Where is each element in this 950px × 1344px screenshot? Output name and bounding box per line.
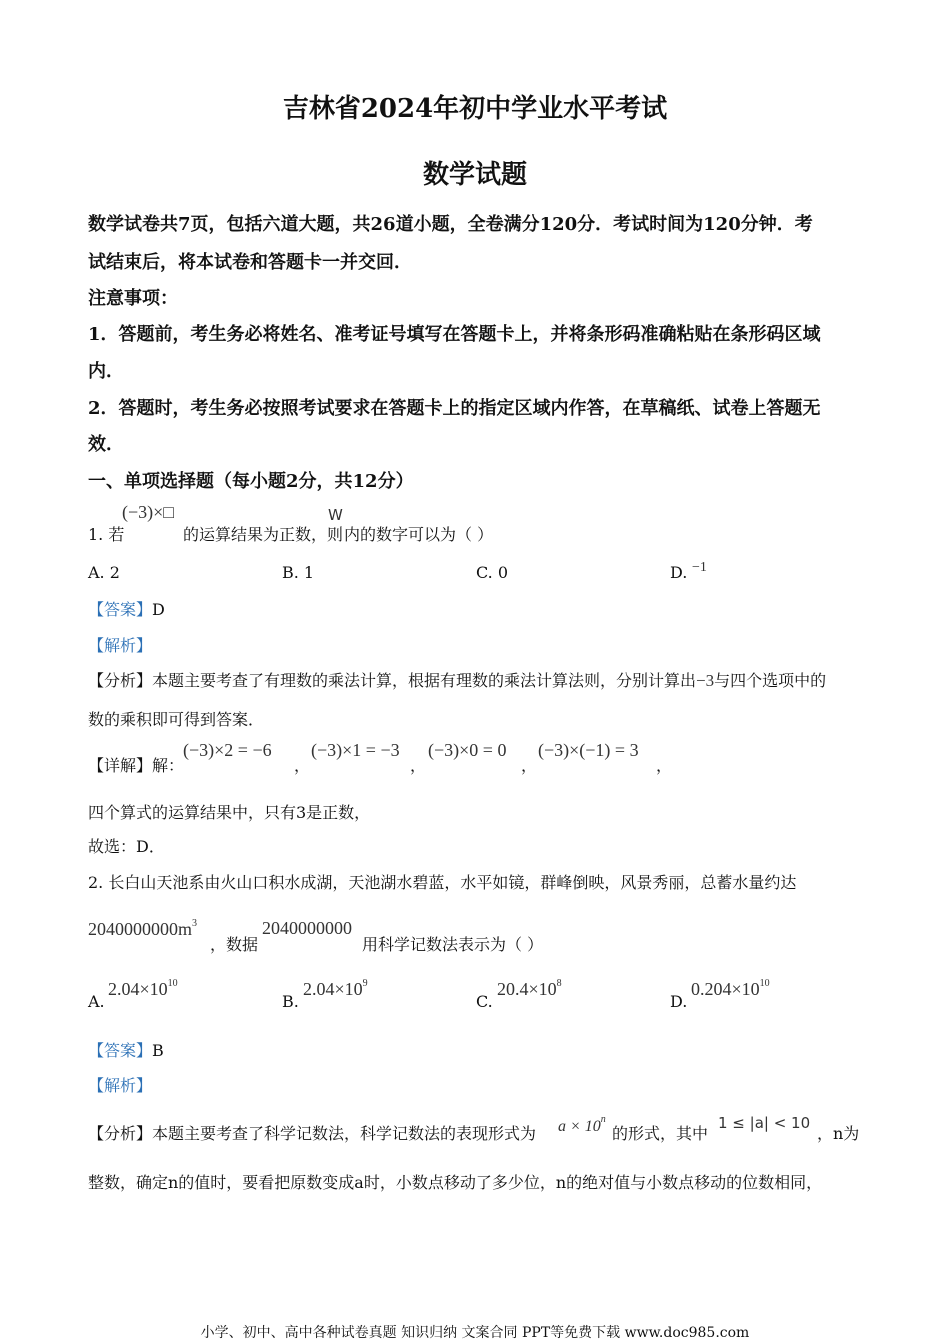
q2-volume-exponent: 3 — [192, 918, 198, 929]
q1-stem-suffix: 内的数字可以为（ ） — [344, 525, 494, 544]
q1-prefix: 1. 若 — [88, 525, 125, 544]
notice-item-1-line-1: 1．答题前，考生务必将姓名、准考证号填写在答题卡上，并将条形码准确粘贴在条形码区域 — [88, 324, 821, 345]
page-title: 吉林省2024年初中学业水平考试 — [282, 94, 668, 124]
q2-analysis-tag: 【解析】 — [88, 1076, 153, 1095]
q2-option-c-value — [497, 978, 562, 1000]
q1-calc-3: (−3)×0 = 0 — [428, 740, 507, 760]
q2-fenxi-text-c: ，n为 — [817, 1124, 860, 1143]
q2-fenxi-line-2: 整数，确定n的值时，要看把原数变成a时，小数点移动了多少位，n的绝对值与小数点移动的位数相同， — [88, 1173, 823, 1192]
q1-answer-tag: 【答案】 — [88, 600, 153, 619]
section-1-heading: 一、单项选择题（每小题2分，共12分） — [88, 471, 414, 492]
q1-fenxi-tag: 【分析】 — [88, 671, 153, 690]
intro-line-2: 试结束后，将本试卷和答题卡一并交回． — [88, 252, 412, 273]
q1-fenxi-text-b: 与四个选项中的 — [714, 671, 827, 690]
q2-option-c-exp: 8 — [556, 978, 562, 989]
q1-detail-prefix: 解： — [152, 756, 185, 775]
q1-fenxi-text-a: 本题主要考查了有理数的乘法计算，根据有理数的乘法计算法则，分别计算出 — [152, 671, 697, 690]
q1-fenxi-line-2: 数的乘积即可得到答案． — [88, 710, 265, 729]
page-footer: 小学、初中、高中各种试卷真题 知识归纳 文案合同 PPT等免费下载 www.doc985.com — [200, 1325, 750, 1341]
q2-option-d-base: 0.204×10 — [691, 979, 760, 999]
q1-option-c: C. 0 — [476, 563, 509, 582]
q1-stem-middle: 的运算结果为正数，则 — [183, 525, 344, 544]
q2-option-b-label: B. — [282, 992, 299, 1011]
notice-item-2-line-1: 2．答题时，考生务必按照考试要求在答题卡上的指定区域内作答，在草稿纸、试卷上答题无 — [88, 398, 821, 419]
notice-heading: 注意事项： — [88, 288, 178, 309]
q1-sep-1: ， — [294, 756, 311, 775]
q2-option-b-value — [303, 978, 368, 1000]
q2-option-a-label: A. — [88, 992, 105, 1011]
q1-option-b: B. 1 — [282, 563, 315, 582]
q1-box-symbol: W — [328, 506, 343, 524]
q1-math-expression: (−3)×□ — [122, 502, 175, 522]
q2-option-c-base: 20.4×10 — [497, 979, 557, 999]
q1-analysis-tag: 【解析】 — [88, 636, 153, 655]
q2-option-a-exp: 10 — [167, 978, 178, 989]
q2-fenxi-tag: 【分析】 — [88, 1124, 153, 1143]
notice-item-1-line-2: 内． — [88, 361, 124, 382]
q1-option-d-label: D. — [670, 563, 688, 582]
q1-choose: 故选：D． — [88, 837, 165, 856]
q1-option-a: A. 2 — [88, 563, 120, 582]
q1-calc-2: (−3)×1 = −3 — [311, 740, 400, 760]
q2-stem-mid: ，数据 — [210, 935, 259, 954]
q1-calc-1: (−3)×2 = −6 — [183, 740, 272, 760]
q2-fenxi-text-b: 的形式，其中 — [612, 1124, 709, 1143]
q2-form — [558, 1114, 606, 1136]
q1-sep-2: ， — [410, 756, 427, 775]
notice-item-2-line-2: 效． — [88, 434, 124, 455]
q2-volume — [88, 918, 197, 940]
intro-line-1: 数学试卷共7页，包括六道大题，共26道小题，全卷满分120分．考试时间为120分钟．考 — [88, 214, 813, 235]
q2-number: 2040000000 — [262, 918, 352, 938]
q2-option-d-exp: 10 — [759, 978, 770, 989]
q2-volume-value: 2040000000m — [88, 919, 193, 939]
q1-option-d-value: −1 — [692, 560, 707, 575]
q2-stem-end: 用科学记数法表示为（ ） — [362, 935, 544, 954]
q1-calc-4: (−3)×(−1) = 3 — [538, 740, 639, 760]
q2-option-d-label: D. — [670, 992, 688, 1011]
q1-sep-3: ， — [521, 756, 538, 775]
q2-range: 1 ≤ |a| < 10 — [718, 1114, 811, 1132]
q2-form-exp: n — [600, 1114, 606, 1125]
q2-answer-tag: 【答案】 — [88, 1041, 153, 1060]
q2-option-b-base: 2.04×10 — [303, 979, 363, 999]
q2-option-d-value — [691, 978, 770, 1000]
q2-stem-line-1: 2. 长白山天池系由火山口积水成湖，天池湖水碧蓝，水平如镜，群峰倒映，风景秀丽，总蓄水量约达 — [88, 873, 797, 892]
q1-fenxi-number: −3 — [696, 671, 715, 690]
q1-detail-tag: 【详解】 — [88, 756, 153, 775]
q2-option-b-exp: 9 — [362, 978, 368, 989]
q1-sep-4: ， — [656, 756, 673, 775]
q2-option-a-value — [108, 978, 178, 1000]
q2-fenxi-text-a: 本题主要考查了科学记数法，科学记数法的表现形式为 — [152, 1124, 537, 1143]
q1-answer: D — [152, 600, 165, 619]
q2-form-base: a × 10 — [558, 1118, 601, 1135]
page-subtitle: 数学试题 — [422, 160, 527, 190]
q1-summary: 四个算式的运算结果中，只有3是正数， — [88, 803, 371, 822]
q2-option-c-label: C. — [476, 992, 493, 1011]
q2-option-a-base: 2.04×10 — [108, 979, 168, 999]
q2-answer: B — [152, 1041, 164, 1060]
